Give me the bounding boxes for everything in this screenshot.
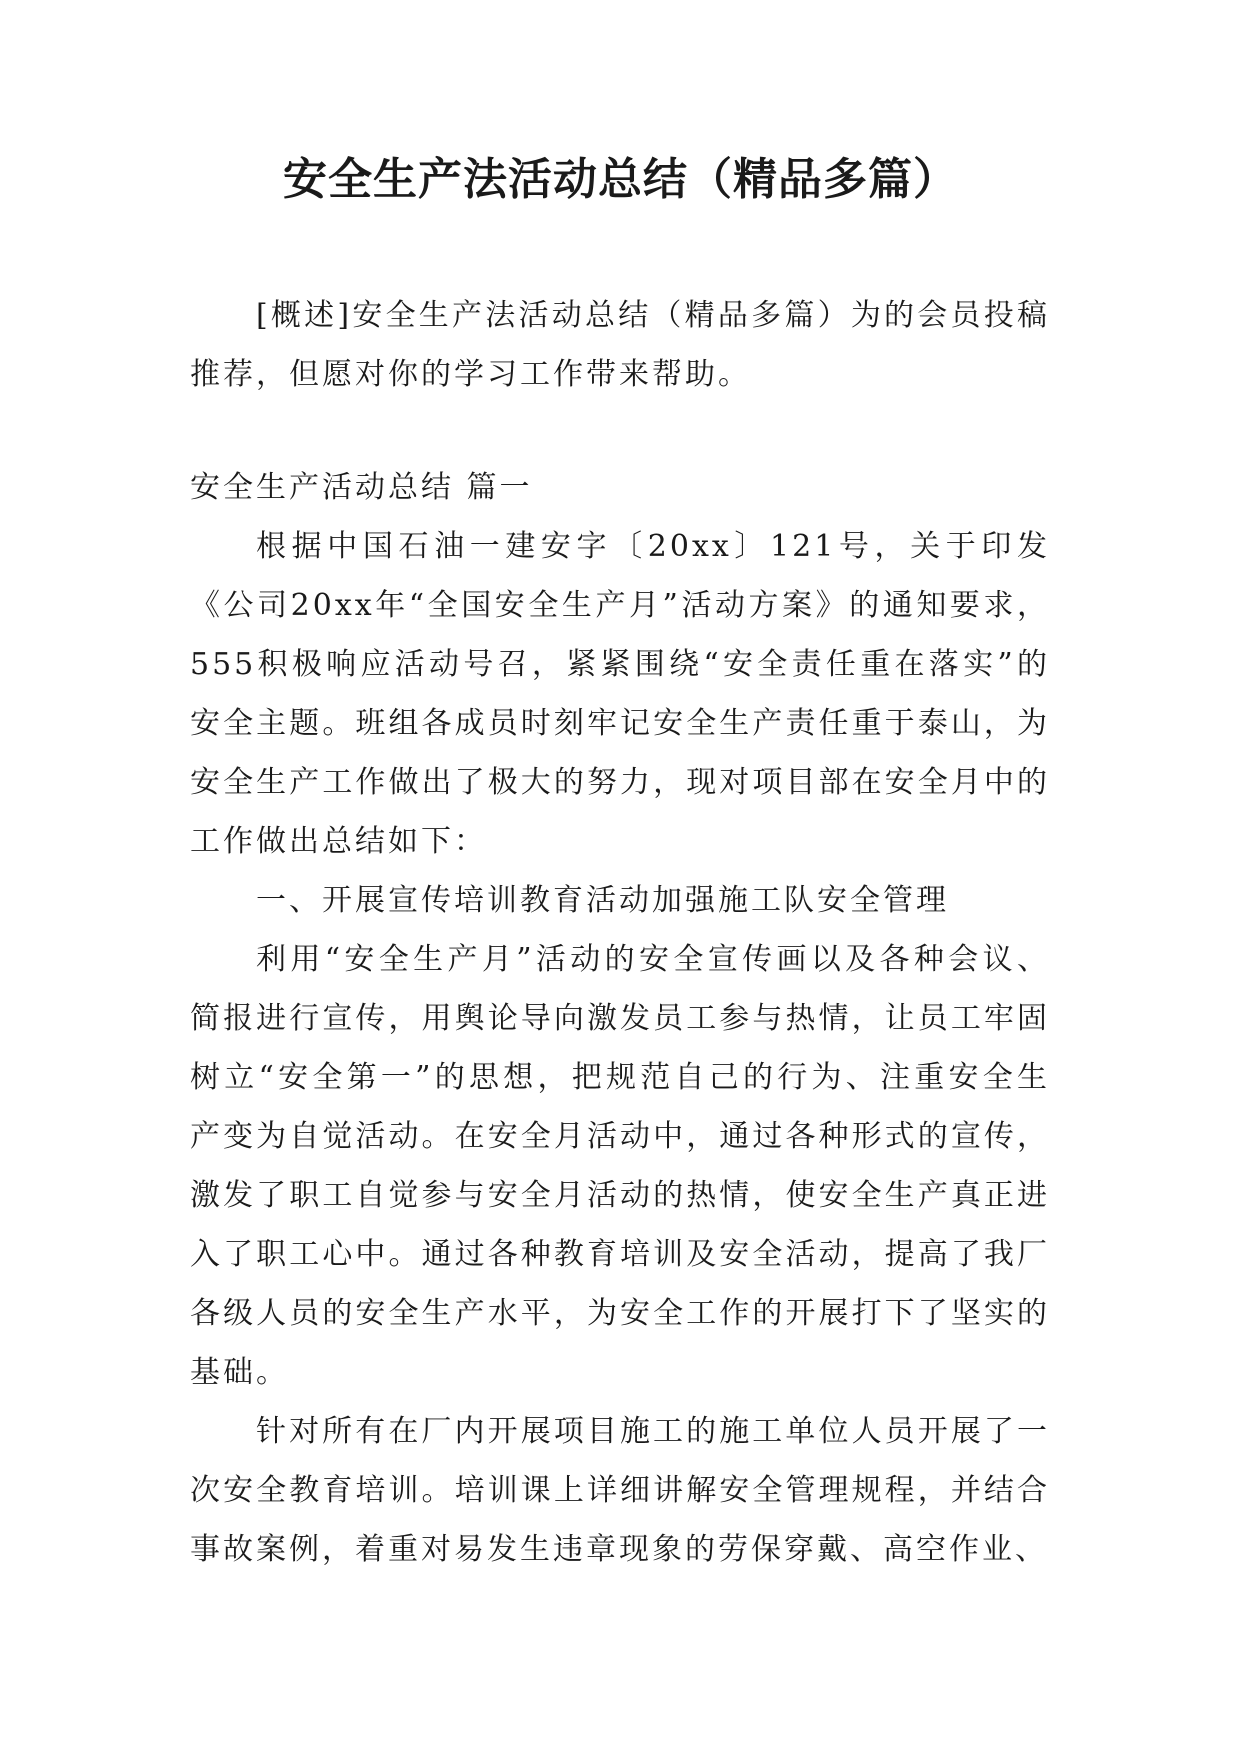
document-title: 安全生产法活动总结（精品多篇） bbox=[283, 154, 958, 205]
section-heading: 安全生产活动总结 篇一 bbox=[190, 470, 533, 505]
body-paragraph: 利用“安全生产月”活动的安全宣传画以及各种会议、简报进行宣传，用舆论导向激发员工参与热情，让员工牢固树立“安全第一”的思想，把规范自己的行为、注重安全生产变为自觉活动。在安全月活动中，通过各种形式的宣传，激发了职工自觉参与安全月活动的热情，使安全生产真正进入了职工心中。通过各种教育培训及安全活动，提高了我厂各级人员的安全生产水平，为安全工作的开展打下了坚实的基础。 bbox=[190, 942, 1050, 1390]
subsection-heading: 一、开展宣传培训教育活动加强施工队安全管理 bbox=[256, 883, 949, 918]
body-paragraph: 根据中国石油一建安字〔20xx〕121号，关于印发《公司20xx年“全国安全生产月”活动方案》的通知要求，555积极响应活动号召，紧紧围绕“安全责任重在落实”的安全主题。班组各成员时刻牢记安全生产责任重于泰山，为安全生产工作做出了极大的努力，现对项目部在安全月中的工作做出总结如下： bbox=[190, 529, 1050, 859]
body-paragraph: 针对所有在厂内开展项目施工的施工单位人员开展了一次安全教育培训。培训课上详细讲解安全管理规程，并结合事故案例，着重对易发生违章现象的劳保穿戴、高空作业、 bbox=[190, 1414, 1050, 1567]
summary-paragraph: [概述]安全生产法活动总结（精品多篇）为的会员投稿推荐，但愿对你的学习工作带来帮助。 bbox=[190, 298, 1050, 392]
document-body bbox=[190, 458, 1050, 1579]
